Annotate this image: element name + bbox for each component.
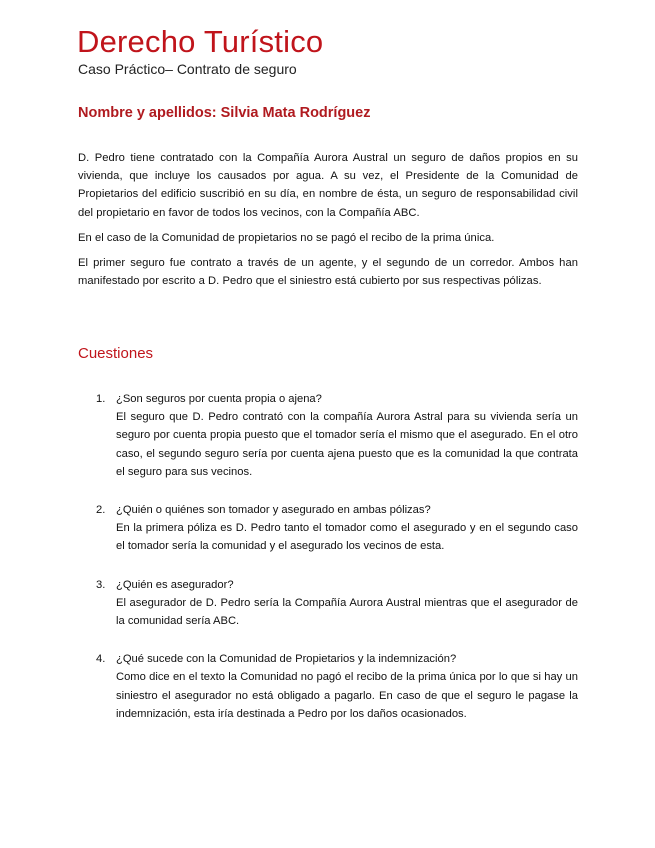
question-item bbox=[96, 390, 578, 481]
question-item bbox=[96, 501, 578, 556]
answer-text: En la primera póliza es D. Pedro tanto el tomador como el asegurado y en el segundo caso el tomador sería la comunidad y el asegurado los vecinos de esta. bbox=[116, 522, 578, 553]
question-number: 4. bbox=[96, 653, 106, 666]
question-item bbox=[96, 650, 578, 723]
questions-list bbox=[96, 390, 578, 723]
question-text: ¿Quién o quiénes son tomador y asegurado en ambas pólizas? bbox=[116, 504, 431, 517]
question-item bbox=[96, 576, 578, 631]
question-number: 3. bbox=[96, 578, 106, 591]
question-text: ¿Qué sucede con la Comunidad de Propietarios y la indemnización? bbox=[116, 653, 457, 666]
section-heading-cuestiones: Cuestiones bbox=[78, 345, 154, 362]
question-text: ¿Quién es asegurador? bbox=[116, 578, 234, 591]
document-title: Derecho Turístico bbox=[77, 24, 324, 59]
question-number: 1. bbox=[96, 393, 106, 405]
intro-paragraph: D. Pedro tiene contratado con la Compañía Aurora Austral un seguro de daños propios en su vivienda, que incluye los causados por agua. A su vez, el Presidente de la Comunidad de Propietarios del edificio suscribió en su día, en nombre de ésta, un seguro de responsabilidad civil del propietario en favor de todos los vecinos, con la Compañía ABC. bbox=[78, 152, 578, 219]
answer-text: El asegurador de D. Pedro sería la Compañía Aurora Austral mientras que el asegurador de la comunidad sería ABC. bbox=[116, 596, 578, 628]
answer-text: Como dice en el texto la Comunidad no pagó el recibo de la prima única por lo que si hay un siniestro el asegurador no está obligado a pagarlo. En caso de que el seguro le pagase la indemnización, esta iría destinada a Pedro por los daños ocasionados. bbox=[116, 671, 578, 720]
student-name: Nombre y apellidos: Silvia Mata Rodríguez bbox=[78, 105, 371, 121]
document-subtitle: Caso Práctico– Contrato de seguro bbox=[78, 61, 297, 77]
question-number: 2. bbox=[96, 504, 106, 517]
answer-text: El seguro que D. Pedro contrató con la compañía Aurora Astral para su vivienda sería un seguro por cuenta propia puesto que el tomador sería el mismo que el asegurado. En el otro caso, el segundo seguro sería por cuenta ajena puesto que es la comunidad la que contrata el seguro para sus vecinos. bbox=[116, 411, 578, 478]
intro-paragraph: En el caso de la Comunidad de propietarios no se pagó el recibo de la prima única. bbox=[78, 231, 495, 244]
case-statement bbox=[78, 149, 578, 297]
intro-paragraph: El primer seguro fue contrato a través de un agente, y el segundo de un corredor. Ambos han manifestado por escrito a D. Pedro que el siniestro está cubierto por sus respectivas pólizas. bbox=[78, 257, 578, 288]
question-text: ¿Son seguros por cuenta propia o ajena? bbox=[116, 393, 322, 405]
